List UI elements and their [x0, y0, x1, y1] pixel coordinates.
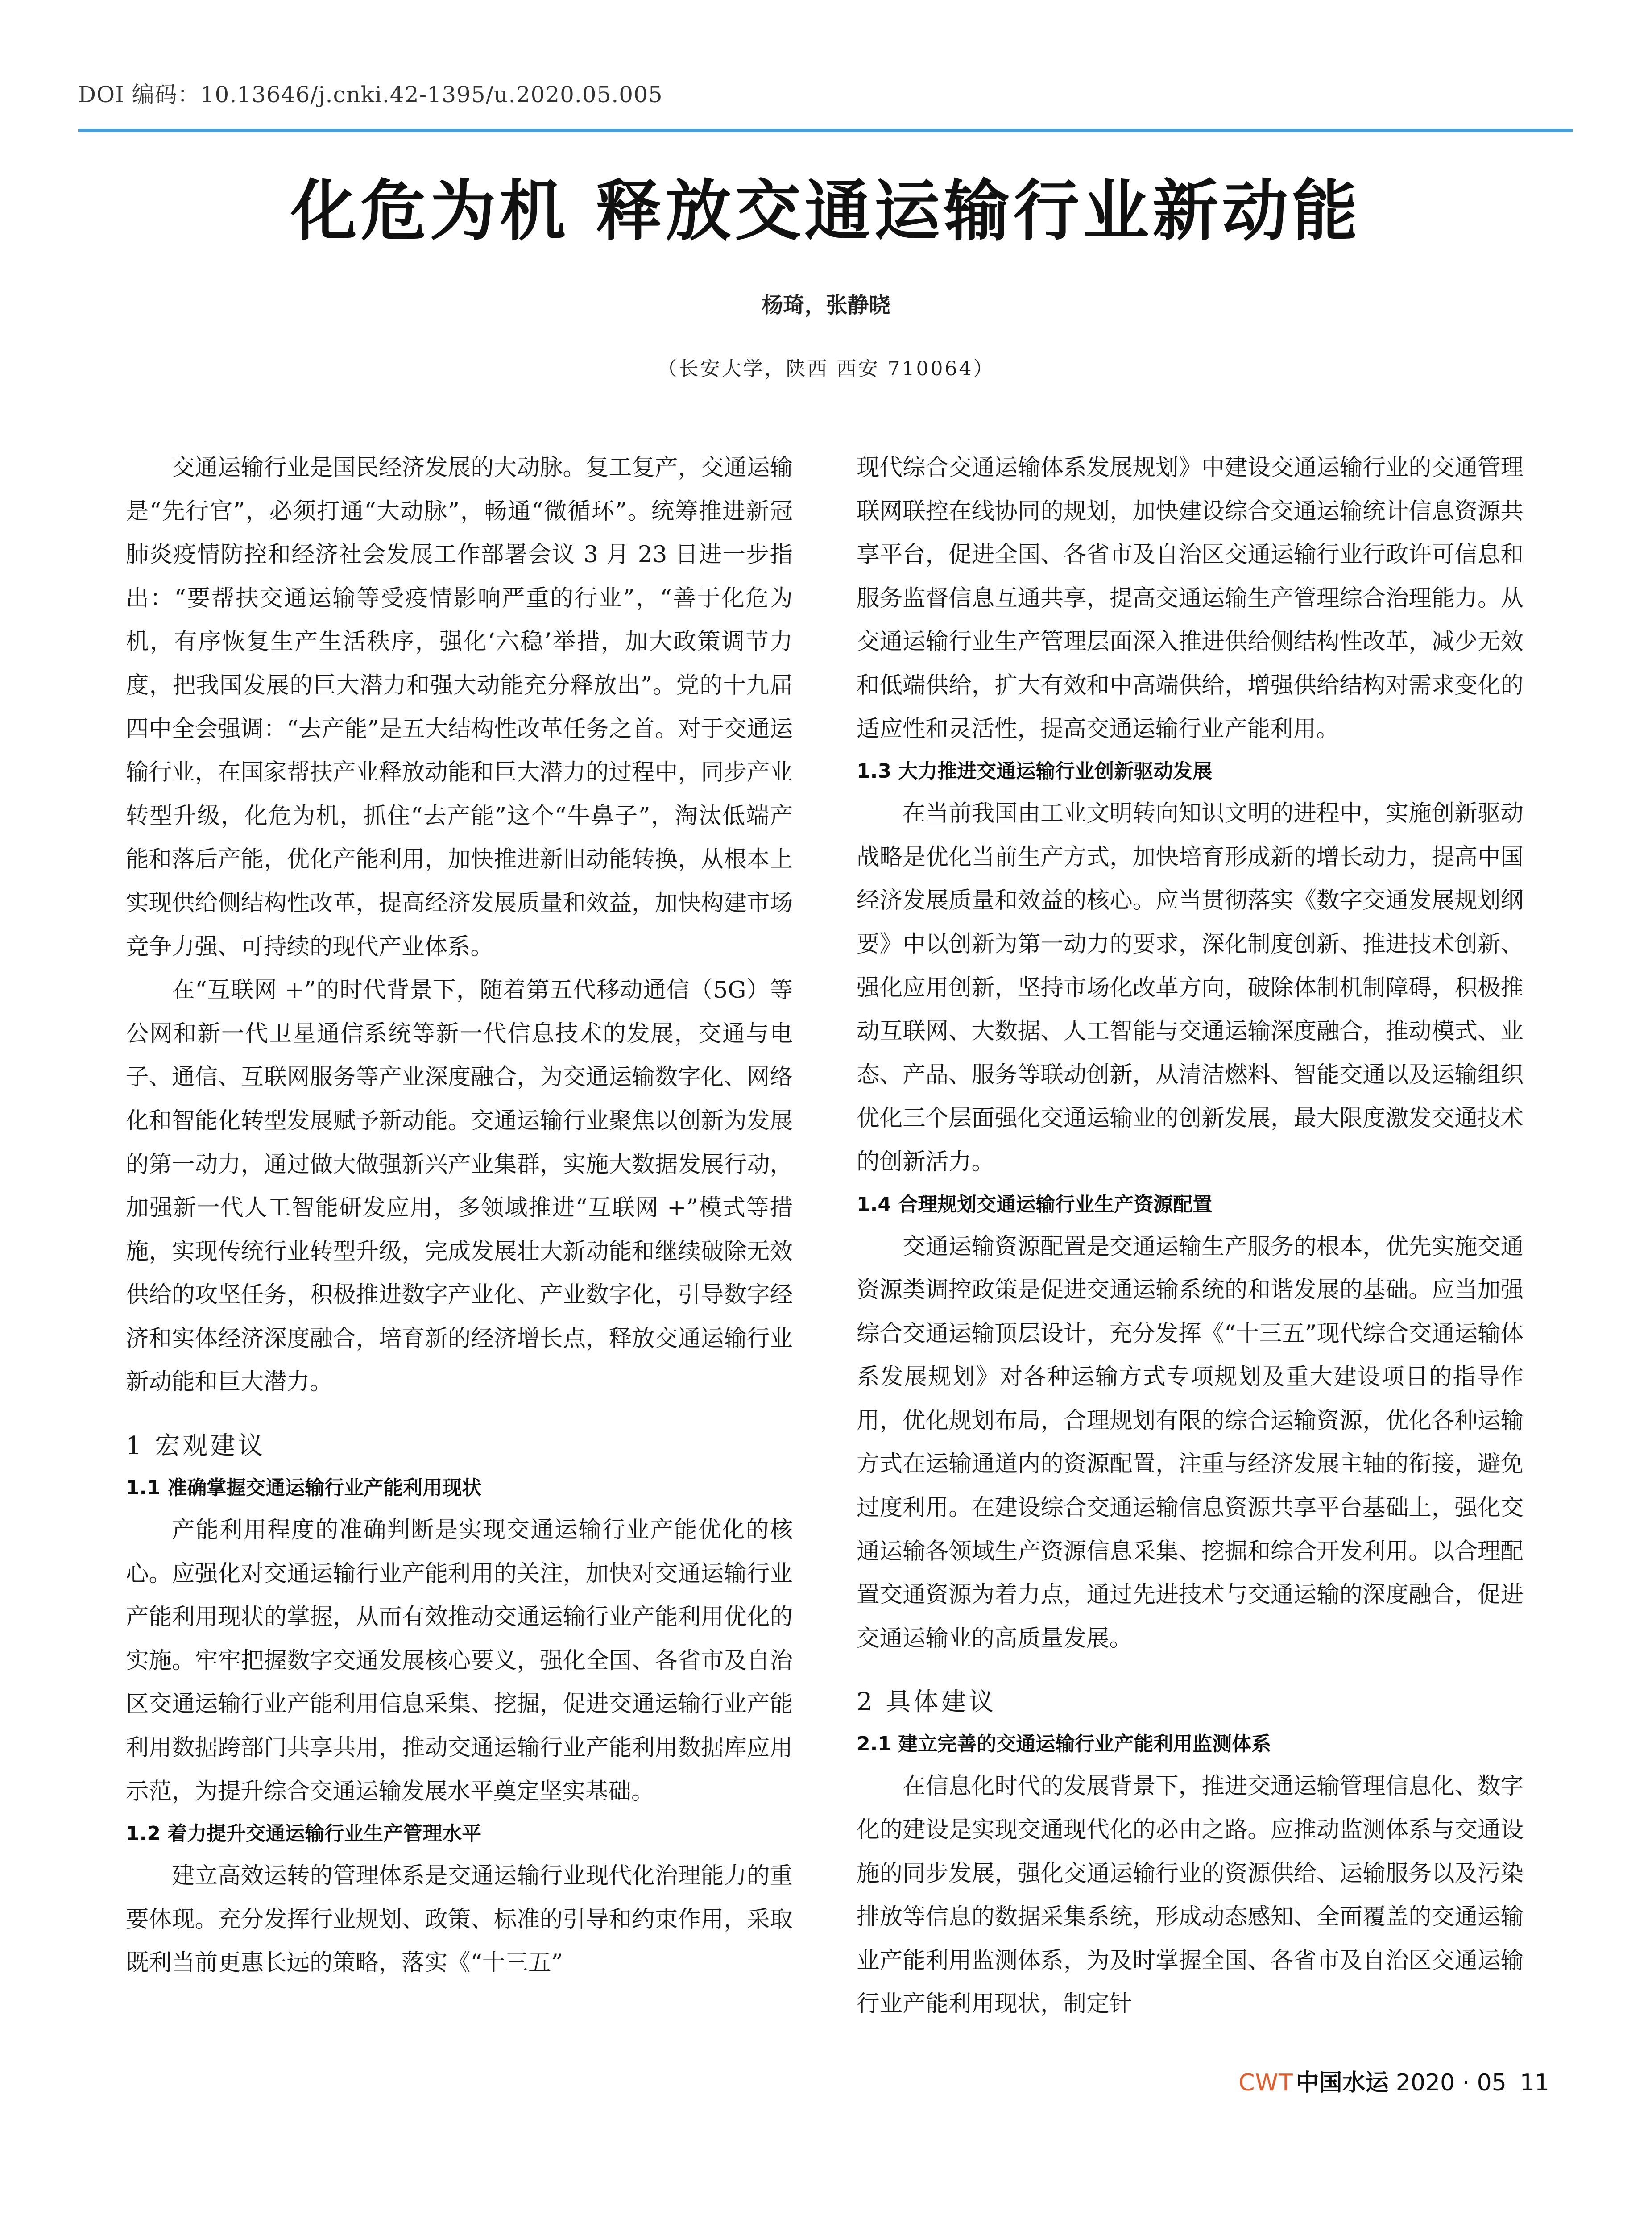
body-paragraph: 建立高效运转的管理体系是交通运输行业现代化治理能力的重要体现。充分发挥行业规划、政策、标准的引导和约束作用，采取既利当前更惠长远的策略，落实《“十三五”: [126, 1862, 793, 1977]
article-title: 化危为机 释放交通运输行业新动能: [290, 173, 1362, 249]
right-column: [857, 446, 1524, 2133]
subsection-heading: 2.1 建立完善的交通运输行业产能利用监测体系: [857, 1733, 1271, 1756]
subsection-heading: 1.4 合理规划交通运输行业生产资源配置: [857, 1193, 1213, 1216]
article-affiliation: （长安大学，陕西 西安 710064）: [657, 357, 995, 380]
section-heading: 2 具体建议: [857, 1688, 997, 1717]
body-paragraph-continued: 现代综合交通运输体系发展规划》中建设交通运输行业的交通管理联网联控在线协同的规划，加快建设综合交通运输统计信息资源共享平台，促进全国、各省市及自治区交通运输行业行政许可信息和服务监督信息互通共享，提高交通运输生产管理综合治理能力。从交通运输行业生产管理层面深入推进供给侧结构性改革，减少无效和低端供给，扩大有效和中高端供给，增强供给结构对需求变化的适应性和灵活性，提高交通运输行业产能利用。: [857, 454, 1524, 742]
body-paragraph: 产能利用程度的准确判断是实现交通运输行业产能优化的核心。应强化对交通运输行业产能利用的关注，加快对交通运输行业产能利用现状的掌握，从而有效推动交通运输行业产能利用优化的实施。牢牢把握数字交通发展核心要义，强化全国、各省市及自治区交通运输行业产能利用信息采集、挖掘，促进交通运输行业产能利用数据跨部门共享共用，推动交通运输行业产能利用数据库应用示范，为提升综合交通运输发展水平奠定坚实基础。: [126, 1517, 793, 1805]
body-paragraph: 交通运输资源配置是交通运输生产服务的根本，优先实施交通资源类调控政策是促进交通运输系统的和谐发展的基础。应当加强综合交通运输顶层设计，充分发挥《“十三五”现代综合交通运输体系发展规划》对各种运输方式专项规划及重大建设项目的指导作用，优化规划布局，合理规划有限的综合运输资源，优化各种运输方式在运输通道内的资源配置，注重与经济发展主轴的衔接，避免过度利用。在建设综合交通运输信息资源共享平台基础上，强化交通运输各领域生产资源信息采集、挖掘和综合开发利用。以合理配置交通资源为着力点，通过先进技术与交通运输的深度融合，促进交通运输业的高质量发展。: [857, 1233, 1524, 1652]
left-column: [126, 446, 793, 2133]
page-footer: [1238, 2064, 1549, 2097]
subsection-heading: 1.3 大力推进交通运输行业创新驱动发展: [857, 760, 1213, 783]
journal-issue: 2020 · 05: [1395, 2069, 1507, 2096]
subsection-heading: 1.2 着力提升交通运输行业生产管理水平: [126, 1822, 482, 1845]
page-number: 11: [1520, 2069, 1549, 2096]
journal-name: 中国水运: [1296, 2069, 1389, 2096]
doi-code: DOI 编码：10.13646/j.cnki.42-1395/u.2020.05.005: [78, 82, 663, 108]
subsection-heading: 1.1 准确掌握交通运输行业产能利用现状: [126, 1476, 482, 1500]
journal-brand-logo: CWT: [1238, 2069, 1293, 2096]
body-paragraph: 在“互联网 +”的时代背景下，随着第五代移动通信（5G）等公网和新一代卫星通信系统等新一代信息技术的发展，交通与电子、通信、互联网服务等产业深度融合，为交通运输数字化、网络化和智能化转型发展赋予新动能。交通运输行业聚焦以创新为发展的第一动力，通过做大做强新兴产业集群，实施大数据发展行动，加强新一代人工智能研发应用，多领域推进“互联网 +”模式等措施，实现传统行业转型升级，完成发展壮大新动能和继续破除无效供给的攻坚任务，积极推进数字产业化、产业数字化，引导数字经济和实体经济深度融合，培育新的经济增长点，释放交通运输行业新动能和巨大潜力。: [126, 977, 793, 1396]
header-rule: [78, 129, 1573, 132]
body-paragraph: 在信息化时代的发展背景下，推进交通运输管理信息化、数字化的建设是实现交通现代化的必由之路。应推动监测体系与交通设施的同步发展，强化交通运输行业的资源供给、运输服务以及污染排放等信息的数据采集系统，形成动态感知、全面覆盖的交通运输业产能利用监测体系，为及时掌握全国、各省市及自治区交通运输行业产能利用现状，制定针: [857, 1773, 1524, 2018]
body-paragraph: 在当前我国由工业文明转向知识文明的进程中，实施创新驱动战略是优化当前生产方式，加快培育形成新的增长动力，提高中国经济发展质量和效益的核心。应当贯彻落实《数字交通发展规划纲要》中以创新为第一动力的要求，深化制度创新、推进技术创新、强化应用创新，坚持市场化改革方向，破除体制机制障碍，积极推动互联网、大数据、人工智能与交通运输深度融合，推动模式、业态、产品、服务等联动创新，从清洁燃料、智能交通以及运输组织优化三个层面强化交通运输业的创新发展，最大限度激发交通技术的创新活力。: [857, 800, 1524, 1175]
body-paragraph: 交通运输行业是国民经济发展的大动脉。复工复产，交通运输是“先行官”，必须打通“大动脉”，畅通“微循环”。统筹推进新冠肺炎疫情防控和经济社会发展工作部署会议 3 月 23 日进一步指出：“要帮扶交通运输等受疫情影响严重的行业”，“善于化危为机，有序恢复生产生活秩序，强化‘六稳’举措，加大政策调节力度，把我国发展的巨大潜力和强大动能充分释放出”。党的十九届四中全会强调：“去产能”是五大结构性改革任务之首。对于交通运输行业，在国家帮扶产业释放动能和巨大潜力的过程中，同步产业转型升级，化危为机，抓住“去产能”这个“牛鼻子”，淘汰低端产能和落后产能，优化产能利用，加快推进新旧动能转换，从根本上实现供给侧结构性改革，提高经济发展质量和效益，加快构建市场竞争力强、可持续的现代产业体系。: [126, 454, 793, 960]
article-authors: 杨琦，张静晓: [762, 293, 890, 318]
section-heading: 1 宏观建议: [126, 1431, 266, 1461]
